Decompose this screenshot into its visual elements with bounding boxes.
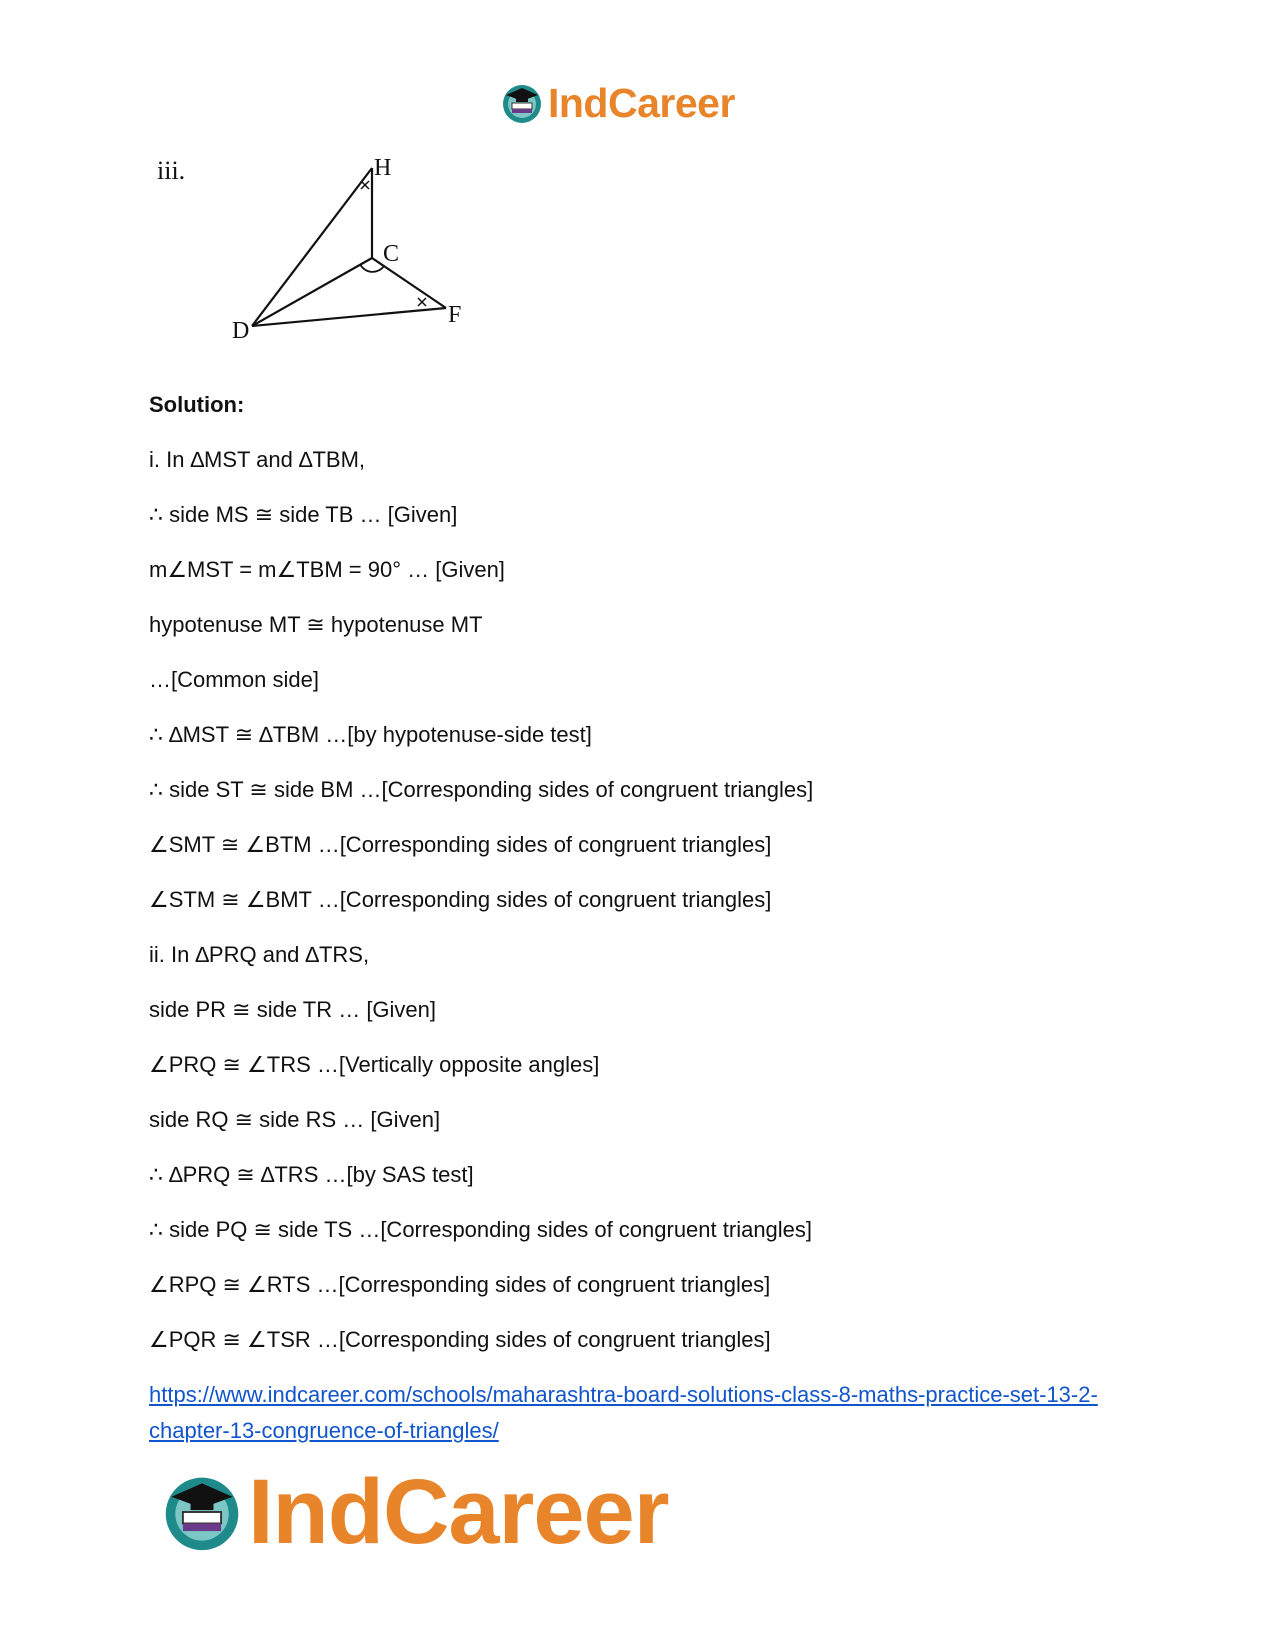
solution-line: ∴ side PQ ≅ side TS …[Corresponding sides of congruent triangles] [149, 1217, 813, 1242]
solution-heading: Solution: [149, 392, 245, 417]
graduation-cap-icon [160, 1470, 244, 1554]
solution-line: ii. In ∆PRQ and ∆TRS, [149, 942, 370, 967]
solution-line: ∠STM ≅ ∠BMT …[Corresponding sides of congruent triangles] [149, 887, 772, 912]
solution-line: …[Common side] [149, 667, 319, 692]
solution-section [149, 392, 1149, 1382]
footer-logo [160, 1462, 669, 1562]
solution-line: ∠PQR ≅ ∠TSR …[Corresponding sides of congruent triangles] [149, 1327, 771, 1352]
vertex-label-f: F [448, 302, 462, 328]
graduation-cap-icon [500, 81, 544, 125]
header-logo [500, 78, 735, 128]
logo-text: IndCareer [248, 1460, 669, 1563]
solution-line: ∠PRQ ≅ ∠TRS …[Vertically opposite angles] [149, 1052, 600, 1077]
solution-line: ∠RPQ ≅ ∠RTS …[Corresponding sides of congruent triangles] [149, 1272, 771, 1297]
solution-line: ∴ side MS ≅ side TB … [Given] [149, 502, 458, 527]
solution-line: ∴ side ST ≅ side BM …[Corresponding sides of congruent triangles] [149, 777, 814, 802]
vertex-label-c: C [383, 241, 400, 267]
solution-line: i. In ∆MST and ∆TBM, [149, 447, 366, 472]
solution-line: ∴ ∆MST ≅ ∆TBM …[by hypotenuse-side test] [149, 722, 592, 747]
solution-line: ∴ ∆PRQ ≅ ∆TRS …[by SAS test] [149, 1162, 474, 1187]
vertex-label-d: D [232, 318, 250, 344]
solution-line: side PR ≅ side TR … [Given] [149, 997, 437, 1022]
source-link[interactable]: https://www.indcareer.com/schools/maharashtra-board-solutions-class-8-maths-practice-set-13-2-chapter-13-congruence-of-triangles/ [149, 1382, 1098, 1443]
vertex-label-h: H [374, 155, 392, 181]
solution-line: m∠MST = m∠TBM = 90° … [Given] [149, 557, 505, 582]
figure-label: iii. [157, 156, 186, 185]
solution-line: side RQ ≅ side RS … [Given] [149, 1107, 441, 1132]
logo-text: IndCareer [548, 79, 735, 126]
triangle-figure [232, 155, 476, 350]
solution-line: hypotenuse MT ≅ hypotenuse MT [149, 612, 483, 637]
solution-line: ∠SMT ≅ ∠BTM …[Corresponding sides of congruent triangles] [149, 832, 772, 857]
